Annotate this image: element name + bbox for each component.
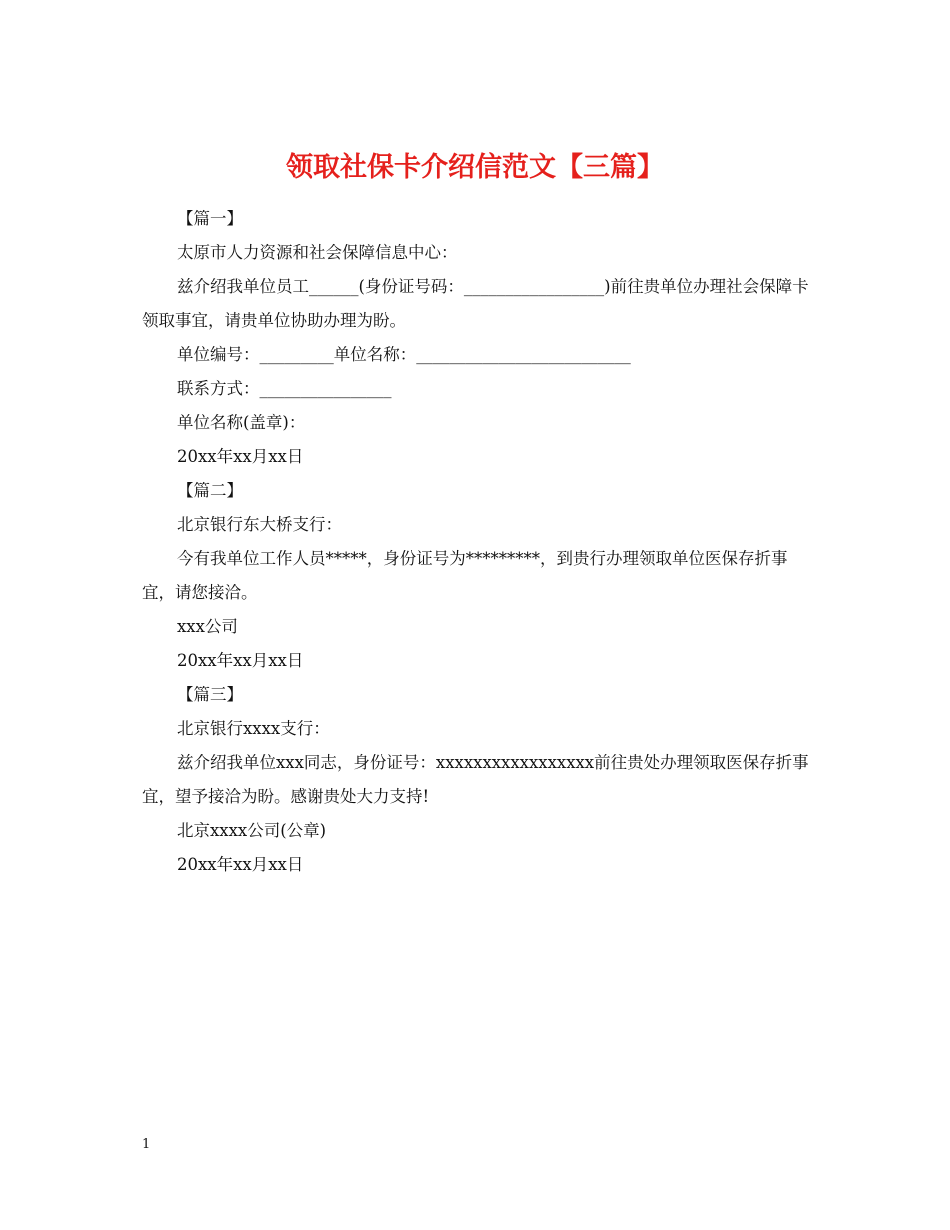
letter-date: 20xx年xx月xx日 (177, 447, 304, 466)
section-heading: 【篇二】 (177, 481, 243, 500)
letter-body: 兹介绍我单位xxx同志，身份证号：xxxxxxxxxxxxxxxxx前往贵处办理领取医保存折事宜，望予接洽为盼。感谢贵处大力支持! (142, 753, 809, 806)
section-1 (142, 202, 814, 474)
section-2 (142, 474, 814, 678)
unit-number-field: 单位编号：_________单位名称：__________________________ (177, 345, 631, 364)
page-number: 1 (142, 1137, 151, 1152)
letter-content (142, 202, 814, 882)
section-3 (142, 678, 814, 882)
seal-field: 单位名称(盖章)： (177, 413, 306, 432)
letter-date: 20xx年xx月xx日 (177, 651, 304, 670)
page-title: 领取社保卡介绍信范文【三篇】 (286, 152, 664, 184)
signature: 北京xxxx公司(公章) (177, 821, 327, 840)
recipient: 北京银行xxxx支行： (177, 719, 330, 738)
contact-field: 联系方式：________________ (177, 379, 392, 398)
recipient: 北京银行东大桥支行： (177, 515, 342, 534)
letter-body: 兹介绍我单位员工______(身份证号码：_________________)前往贵单位办理社会保障卡领取事宜，请贵单位协助办理为盼。 (142, 277, 809, 330)
letter-body: 今有我单位工作人员*****，身份证号为*********，到贵行办理领取单位医保存折事宜，请您接洽。 (142, 549, 788, 602)
section-heading: 【篇一】 (177, 209, 243, 228)
letter-date: 20xx年xx月xx日 (177, 855, 304, 874)
section-heading: 【篇三】 (177, 685, 243, 704)
signature: xxx公司 (177, 617, 238, 636)
recipient: 太原市人力资源和社会保障信息中心： (177, 243, 458, 262)
